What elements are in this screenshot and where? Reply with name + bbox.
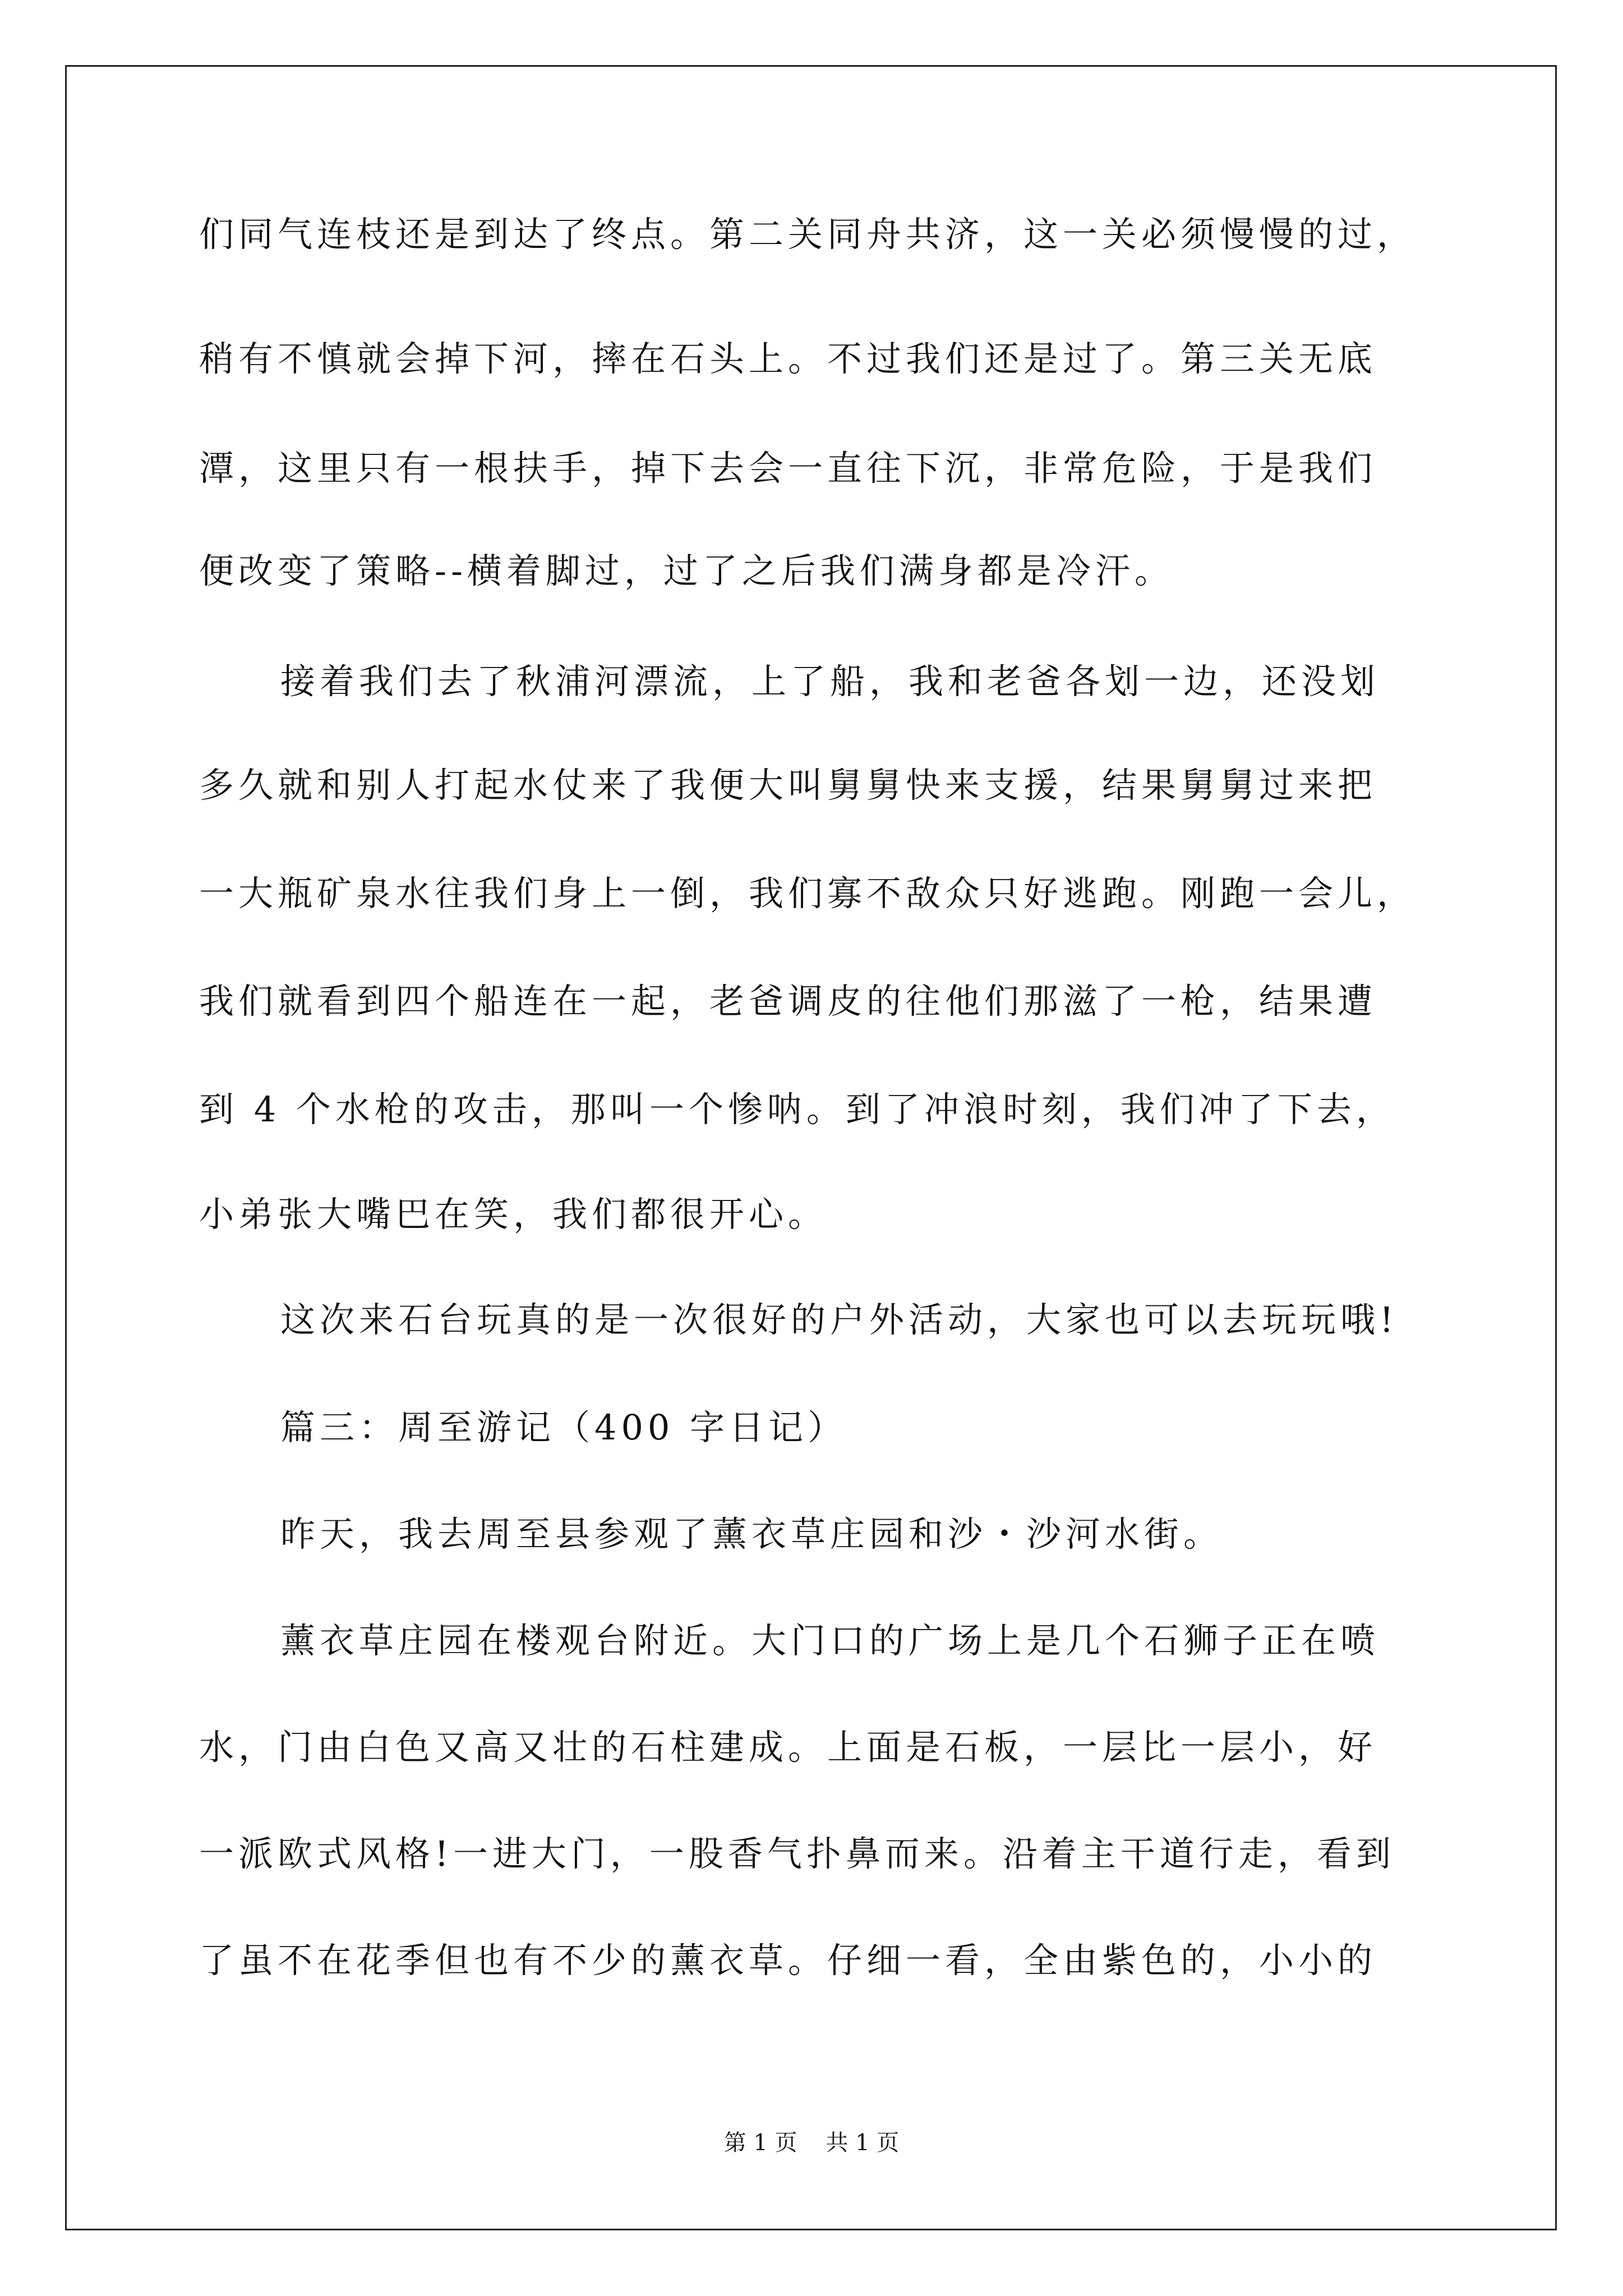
paragraph-line: 便改变了策略--横着脚过，过了之后我们满身都是冷汗。 (199, 550, 1174, 591)
paragraph-line: 稍有不慎就会掉下河，摔在石头上。不过我们还是过了。第三关无底 (199, 338, 1377, 379)
paragraph-line: 接着我们去了秋浦河漂流，上了船，我和老爸各划一边，还没划 (280, 661, 1380, 702)
paragraph-line: 小弟张大嘴巴在笑，我们都很开心。 (199, 1194, 828, 1235)
paragraph-line: 水，门由白色又高又壮的石柱建成。上面是石板，一层比一层小，好 (199, 1727, 1377, 1768)
paragraph-line: 到 4 个水枪的攻击，那叫一个惨呐。到了冲浪时刻，我们冲了下去， (199, 1089, 1395, 1130)
page-border (65, 65, 1557, 2230)
paragraph-line: 们同气连枝还是到达了终点。第二关同舟共济，这一关必须慢慢的过， (199, 214, 1417, 255)
paragraph-line: 薰衣草庄园在楼观台附近。大门口的广场上是几个石狮子正在喷 (280, 1620, 1380, 1661)
paragraph-line: 了虽不在花季但也有不少的薰衣草。仔细一看，全由紫色的，小小的 (199, 1940, 1377, 1981)
page-footer: 第 1 页 共 1 页 (723, 2130, 900, 2156)
paragraph-line: 昨天，我去周至县参观了薰衣草庄园和沙・沙河水街。 (280, 1513, 1223, 1554)
paragraph-line: 一派欧式风格!一进大门，一股香气扑鼻而来。沿着主干道行走，看到 (199, 1833, 1395, 1874)
section-heading: 篇三：周至游记（400 字日记） (280, 1407, 847, 1448)
paragraph-line: 我们就看到四个船连在一起，老爸调皮的往他们那滋了一枪，结果遭 (199, 981, 1377, 1022)
paragraph-line: 一大瓶矿泉水往我们身上一倒，我们寡不敌众只好逃跑。刚跑一会儿， (199, 873, 1417, 914)
paragraph-line: 这次来石台玩真的是一次很好的户外活动，大家也可以去玩玩哦! (280, 1299, 1398, 1340)
paragraph-line: 潭，这里只有一根扶手，掉下去会一直往下沉，非常危险，于是我们 (199, 448, 1377, 489)
paragraph-line: 多久就和别人打起水仗来了我便大叫舅舅快来支援，结果舅舅过来把 (199, 765, 1377, 806)
